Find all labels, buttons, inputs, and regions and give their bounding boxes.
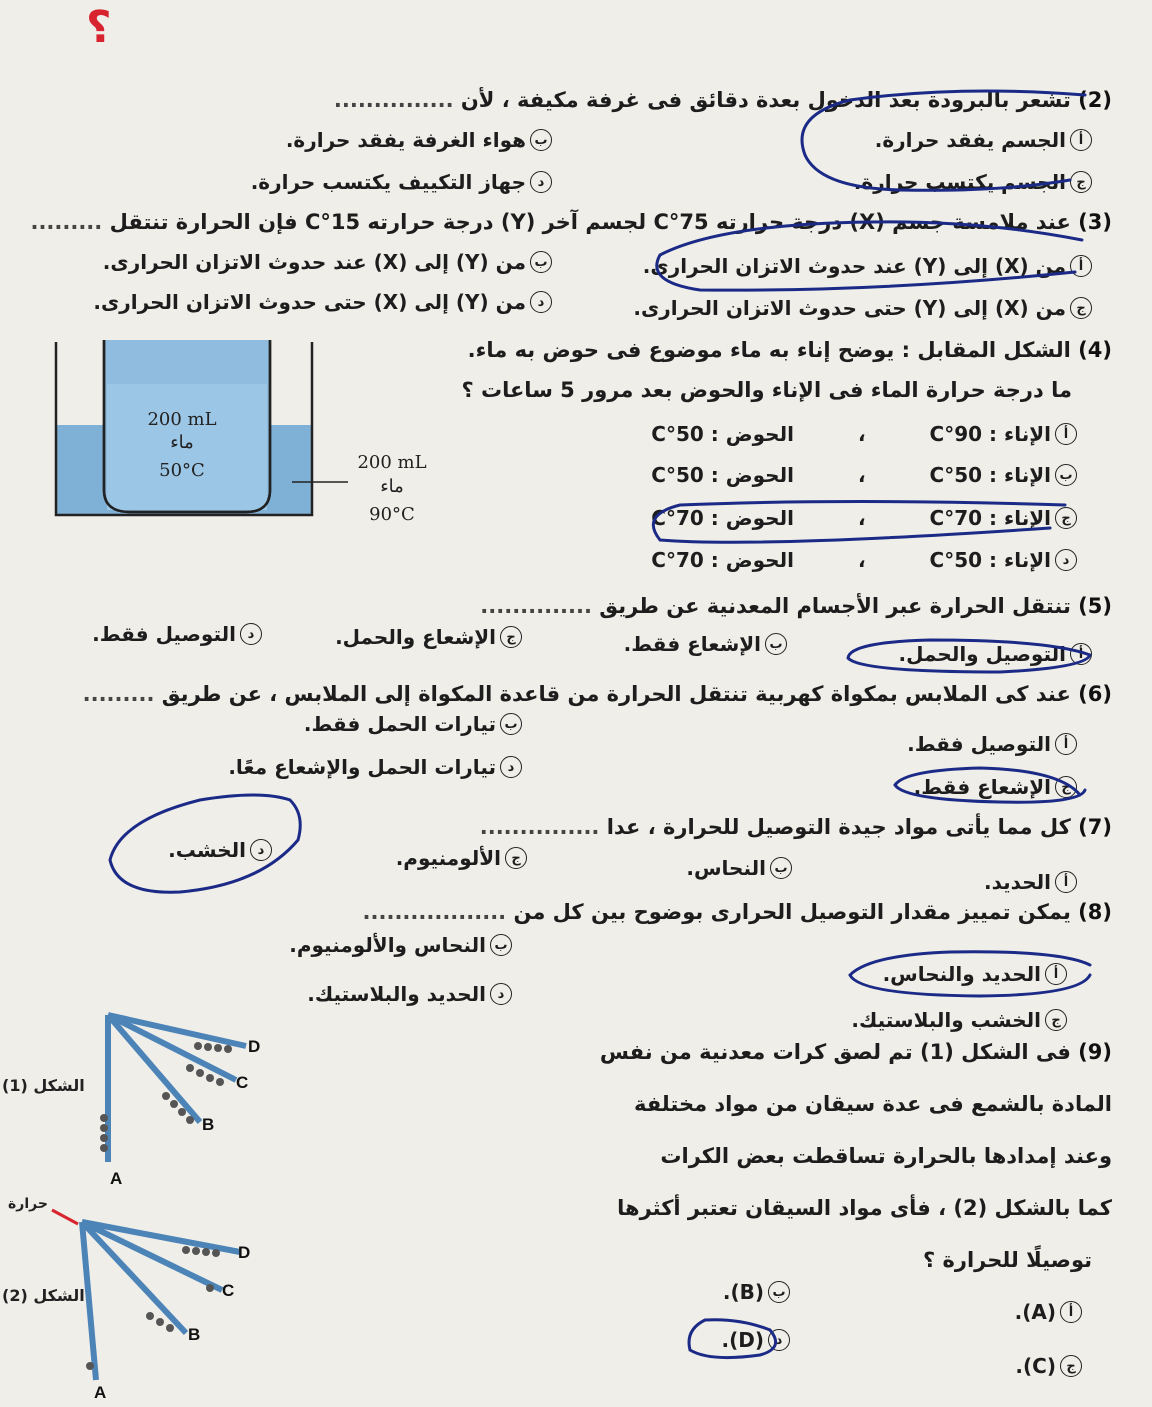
question-4-stem: (4) الشكل المقابل : يوضح إناء به ماء موضوع فى حوض به ماء.	[467, 338, 1112, 362]
heat-arrow	[52, 1210, 78, 1224]
q5-option-b[interactable]: ب الإشعاع فقط.	[624, 632, 787, 656]
outer-temp-label: 90°C	[369, 504, 415, 525]
q2-option-c[interactable]: ج الجسم يكتسب حرارة.	[854, 170, 1092, 194]
figure-2-rods	[52, 1210, 250, 1402]
question-9-line-2: المادة بالشمع فى عدة سيقان من مواد مختلفة	[633, 1092, 1112, 1116]
question-5-stem: (5) تنتقل الحرارة عبر الأجسام المعدنية عن طريق ..............	[480, 594, 1112, 618]
q5-option-c[interactable]: ج الإشعاع والحمل.	[335, 625, 522, 649]
rod-label-c: C	[236, 1073, 249, 1092]
question-2-stem: (2) تشعر بالبرودة بعد الدخول بعدة دقائق فى غرفة مكيفة ، لأن ...............	[333, 88, 1112, 112]
q6-option-c[interactable]: ج الإشعاع فقط.	[914, 775, 1077, 799]
q6-option-a[interactable]: أ التوصيل فقط.	[907, 732, 1077, 756]
rod-c-2	[82, 1222, 222, 1290]
figure-1-rods	[100, 1015, 260, 1188]
q8-option-a[interactable]: أ الحديد والنحاس.	[883, 962, 1067, 986]
heat-label: حرارة	[8, 1196, 48, 1212]
q7-option-c[interactable]: ج الألومنيوم.	[396, 846, 527, 870]
q2-option-a[interactable]: أ الجسم يفقد حرارة.	[875, 128, 1092, 152]
q8-option-d[interactable]: د الحديد والبلاستيك.	[307, 982, 512, 1006]
q4-ink-circle	[653, 502, 1065, 543]
rod-label-d: D	[248, 1037, 261, 1056]
rod2-label-b: B	[188, 1325, 201, 1344]
q7-option-b[interactable]: ب النحاس.	[686, 856, 792, 880]
q9-ink-circle	[689, 1320, 776, 1358]
q2-option-d[interactable]: د جهاز التكييف يكتسب حرارة.	[251, 170, 552, 194]
q4-option-b[interactable]: ب الإناء : 50°C ، الحوض : 50°C	[651, 463, 1077, 487]
q5-ink-circle	[848, 640, 1090, 672]
outer-volume-label: 200 mL	[357, 452, 427, 473]
rod-a-2	[82, 1222, 96, 1380]
page-question-mark: ؟	[86, 2, 112, 53]
q5-option-d[interactable]: د التوصيل فقط.	[92, 622, 262, 646]
question-8-stem: (8) يمكن تمييز مقدار التوصيل الحرارى بوضوح بين كل من ..................	[362, 900, 1112, 924]
rod-label-b: B	[202, 1115, 215, 1134]
q6-option-d[interactable]: د تيارات الحمل والإشعاع معًا.	[228, 755, 522, 779]
q5-option-a[interactable]: أ التوصيل والحمل.	[899, 642, 1092, 666]
q3-option-d[interactable]: د من (Y) إلى (X) حتى حدوث الاتزان الحرارى.	[93, 290, 552, 314]
q6-option-b[interactable]: ب تيارات الحمل فقط.	[304, 712, 522, 736]
q6-ink-circle	[895, 768, 1085, 802]
question-7-stem: (7) كل مما يأتى مواد جيدة التوصيل للحرارة ، عدا ...............	[479, 815, 1112, 839]
question-9-stem: (9) فى الشكل (1) تم لصق كرات معدنية من نفس	[599, 1040, 1112, 1064]
rod2-label-d: D	[238, 1243, 251, 1262]
figure-2-caption: الشكل (2)	[2, 1286, 85, 1305]
q4-option-c[interactable]: ج الإناء : 70°C ، الحوض : 70°C	[651, 506, 1077, 530]
inner-volume-label: 200 mL	[147, 409, 217, 430]
q3-ink-circle	[657, 222, 1082, 290]
question-9-line-3: وعند إمدادها بالحرارة تساقطت بعض الكرات	[660, 1144, 1112, 1168]
beaker-in-basin-figure	[56, 340, 427, 525]
outer-water-word: ماء	[380, 476, 404, 497]
question-number: (2)	[1078, 88, 1112, 112]
q4-option-d[interactable]: د الإناء : 50°C ، الحوض : 70°C	[651, 548, 1077, 572]
rod2-label-c: C	[222, 1281, 235, 1300]
q9-option-b[interactable]: ب (B).	[723, 1280, 790, 1304]
q4-option-a[interactable]: أ الإناء : 90°C ، الحوض : 50°C	[651, 422, 1077, 446]
q8-option-c[interactable]: ج الخشب والبلاستيك.	[851, 1008, 1067, 1032]
figure-1-caption: الشكل (1)	[2, 1076, 85, 1095]
q9-option-c[interactable]: ج (C).	[1015, 1354, 1082, 1378]
pen-annotations	[110, 91, 1090, 1358]
q3-option-a[interactable]: أ من (X) إلى (Y) عند حدوث الاتزان الحرارى.	[643, 254, 1092, 278]
q9-option-d[interactable]: د (D).	[722, 1328, 791, 1352]
q7-option-d[interactable]: د الخشب.	[168, 838, 272, 862]
q2-ink-circle	[802, 91, 1085, 190]
q3-option-c[interactable]: ج من (X) إلى (Y) حتى حدوث الاتزان الحرارى.	[633, 296, 1092, 320]
inner-temp-label: 50°C	[159, 460, 205, 481]
q9-option-a[interactable]: أ (A).	[1015, 1300, 1082, 1324]
q2-option-b[interactable]: ب هواء الغرفة يفقد حرارة.	[286, 128, 552, 152]
question-9-line-5: توصيلًا للحرارة ؟	[922, 1248, 1092, 1272]
question-9-line-4: كما بالشكل (2) ، فأى مواد السيقان تعتبر أكثرها	[617, 1196, 1112, 1220]
question-4-stem-2: ما درجة حرارة الماء فى الإناء والحوض بعد مرور 5 ساعات ؟	[461, 378, 1072, 402]
question-text: تشعر بالبرودة بعد الدخول بعدة دقائق فى غرفة مكيفة ، لأن	[460, 88, 1071, 112]
question-3-stem: (3) عند ملامسة جسم (X) درجة حرارته 75°C لجسم آخر (Y) درجة حرارته 15°C فإن الحرارة تنتقل .........	[30, 210, 1112, 234]
rod2-label-a: A	[94, 1383, 107, 1402]
rod-label-a: A	[110, 1169, 123, 1188]
q3-option-b[interactable]: ب من (Y) إلى (X) عند حدوث الاتزان الحرارى.	[103, 250, 552, 274]
q8-option-b[interactable]: ب النحاس والألومنيوم.	[289, 933, 512, 957]
question-6-stem: (6) عند كى الملابس بمكواة كهربية تنتقل الحرارة من قاعدة المكواة إلى الملابس ، عن طريق .........	[82, 682, 1112, 706]
q8-ink-circle	[850, 952, 1090, 996]
q7-ink-circle	[110, 795, 300, 892]
q7-option-a[interactable]: أ الحديد.	[984, 870, 1077, 894]
inner-water-word: ماء	[170, 432, 194, 453]
